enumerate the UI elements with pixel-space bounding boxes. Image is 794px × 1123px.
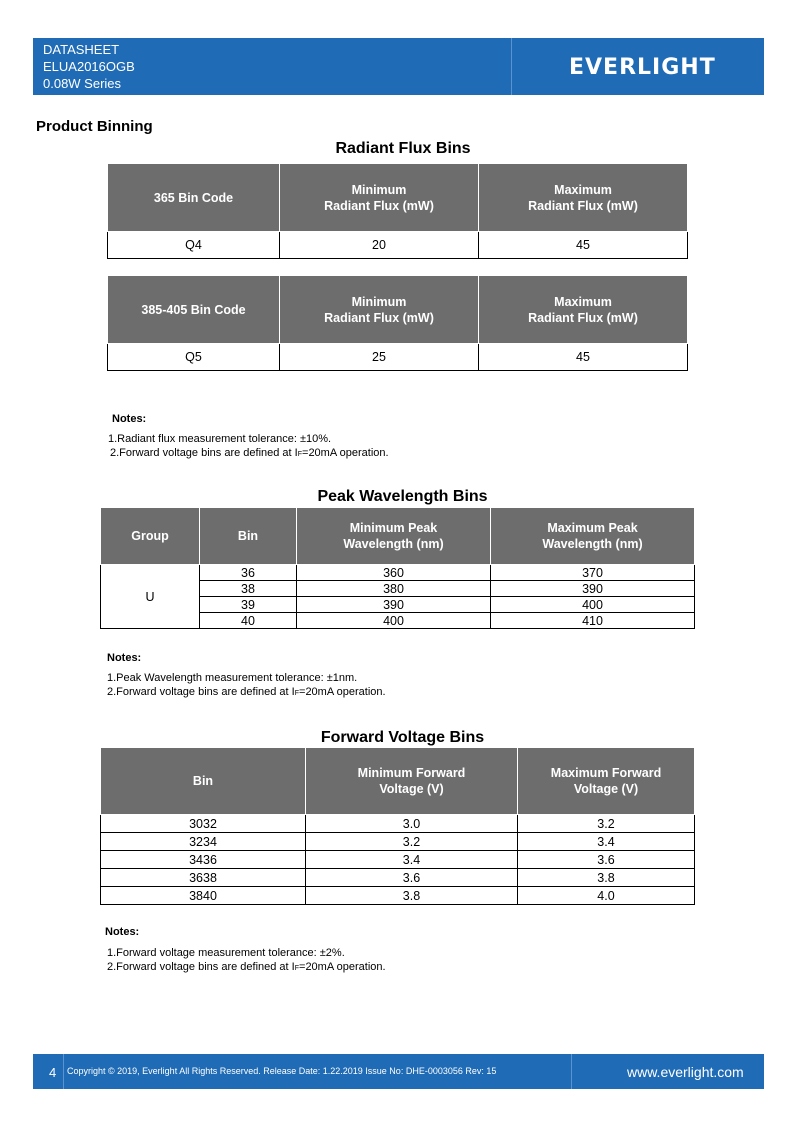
voltage-note-1: 1.Forward voltage measurement tolerance: ±2%. [107,947,345,959]
page-header [33,38,764,95]
bin-cell: 40 [200,613,297,629]
header-max-peak: Maximum Peak Wavelength (nm) [491,508,695,565]
min-cell: 3.6 [306,869,518,887]
max-cell: 410 [491,613,695,629]
table-row [108,344,688,371]
header-min-flux: Minimum Radiant Flux (mW) [280,276,479,344]
header-bin: Bin [200,508,297,565]
section-title: Product Binning [36,118,153,135]
everlight-logo: EVERLIGHT [569,55,716,80]
doc-type: DATASHEET [43,42,120,57]
max-cell: 390 [491,581,695,597]
bin-cell: 3234 [101,833,306,851]
website-link[interactable]: www.everlight.com [627,1064,744,1080]
max-cell: 3.2 [518,815,695,833]
part-number: ELUA2016OGB [43,59,135,74]
min-cell: 3.2 [306,833,518,851]
peak-wavelength-table [100,507,695,629]
peak-wavelength-title: Peak Wavelength Bins [317,488,488,505]
peak-note-1: 1.Peak Wavelength measurement tolerance: ±1nm. [107,672,358,684]
voltage-notes-title: Notes: [105,926,140,938]
header-group: Group [101,508,200,565]
footer-divider [571,1054,572,1089]
table-row [108,232,688,259]
min-flux-cell: 25 [280,344,479,371]
series-name: 0.08W Series [43,76,122,91]
footer-divider [63,1054,64,1089]
bin-cell: 38 [200,581,297,597]
max-cell: 4.0 [518,887,695,905]
bin-cell: 3638 [101,869,306,887]
table-row [101,565,695,581]
bin-cell: 3032 [101,815,306,833]
max-cell: 3.4 [518,833,695,851]
bin-code-cell: Q5 [108,344,280,371]
group-cell: U [101,565,200,629]
header-divider [511,38,512,95]
radiant-note-2: 2.Forward voltage bins are defined at IF=20mA operation. [110,447,389,459]
min-cell: 3.0 [306,815,518,833]
header-max-voltage: Maximum Forward Voltage (V) [518,748,695,815]
header-max-flux: Maximum Radiant Flux (mW) [479,164,688,232]
page-number: 4 [49,1065,57,1080]
min-cell: 390 [297,597,491,613]
header-bin: Bin [101,748,306,815]
voltage-note-2: 2.Forward voltage bins are defined at IF=20mA operation. [107,961,386,973]
datasheet-info [43,41,135,92]
max-cell: 3.8 [518,869,695,887]
min-cell: 360 [297,565,491,581]
header-min-voltage: Minimum Forward Voltage (V) [306,748,518,815]
header-bin-code: 385-405 Bin Code [108,276,280,344]
table-row [101,833,695,851]
header-max-flux: Maximum Radiant Flux (mW) [479,276,688,344]
copyright-text: Copyright © 2019, Everlight All Rights Reserved. Release Date: 1.22.2019 Issue No: DHE-0003056 Rev: 15 [67,1066,497,1076]
table-row [101,887,695,905]
header-min-peak: Minimum Peak Wavelength (nm) [297,508,491,565]
radiant-flux-table-365 [107,163,688,259]
table-row [101,851,695,869]
page-footer [33,1054,764,1089]
max-flux-cell: 45 [479,232,688,259]
bin-code-cell: Q4 [108,232,280,259]
min-flux-cell: 20 [280,232,479,259]
bin-cell: 3436 [101,851,306,869]
max-cell: 370 [491,565,695,581]
peak-note-2: 2.Forward voltage bins are defined at IF=20mA operation. [107,686,386,698]
min-cell: 3.8 [306,887,518,905]
table-row [101,869,695,887]
table-row [101,815,695,833]
bin-cell: 36 [200,565,297,581]
max-cell: 3.6 [518,851,695,869]
header-bin-code: 365 Bin Code [108,164,280,232]
radiant-flux-title: Radiant Flux Bins [335,140,471,157]
forward-voltage-table [100,747,695,905]
max-cell: 400 [491,597,695,613]
min-cell: 380 [297,581,491,597]
radiant-flux-table-385-405 [107,275,688,371]
peak-notes-title: Notes: [107,652,142,664]
radiant-note-1: 1.Radiant flux measurement tolerance: ±10%. [108,433,332,445]
min-cell: 400 [297,613,491,629]
bin-cell: 3840 [101,887,306,905]
forward-voltage-title: Forward Voltage Bins [320,729,485,746]
header-min-flux: Minimum Radiant Flux (mW) [280,164,479,232]
max-flux-cell: 45 [479,344,688,371]
bin-cell: 39 [200,597,297,613]
min-cell: 3.4 [306,851,518,869]
radiant-notes-title: Notes: [112,413,147,425]
